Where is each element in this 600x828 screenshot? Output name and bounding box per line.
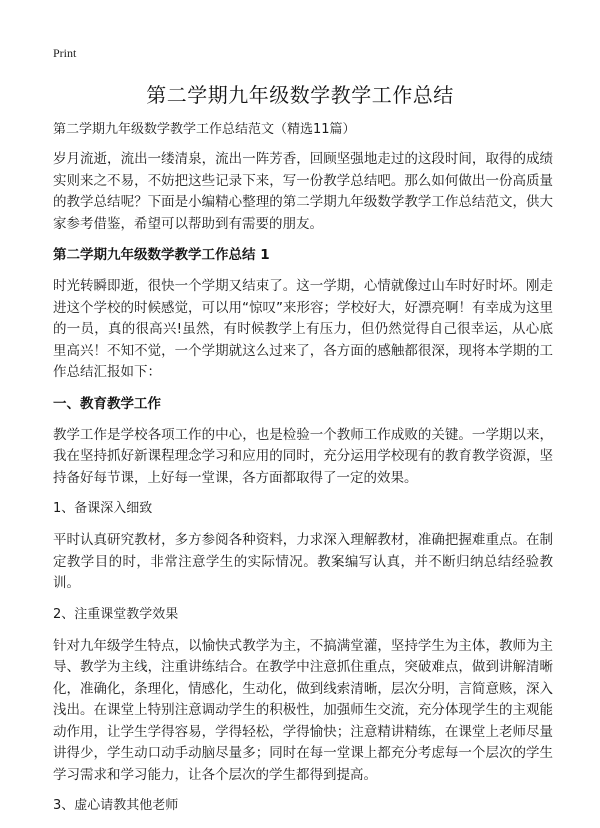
article-heading: 第二学期九年级数学教学工作总结 1 xyxy=(53,247,270,263)
item-heading: 2、注重课堂教学效果 xyxy=(53,606,179,622)
item-heading: 3、虚心请教其他老师 xyxy=(53,798,179,813)
section-paragraph: 教学工作是学校各项工作的中心，也是检验一个教师工作成败的关键。一学期以来，我在坚持抓好新课程理念学习和应用的同时，充分运用学校现有的教育教学资源，坚持备好每节课，上好每一堂课，各方面都取得了一定的效果。 xyxy=(53,426,553,486)
article-intro-paragraph: 时光转瞬即逝，很快一个学期又结束了。这一学期，心情就像过山车时好时坏。刚走进这个学校的时候感觉，可以用“惊叹”来形容；学校好大，好漂亮啊！有幸成为这里的一员，真的很高兴!虽然，有时候教学上有压力，但仍然觉得自己很幸运，从心底里高兴！不知不觉，一个学期就这么过来了，各方面的感触都很深，现将本学期的工作总结汇报如下： xyxy=(53,278,553,380)
intro-paragraph: 岁月流逝，流出一缕清泉，流出一阵芳香，回顾坚强地走过的这段时间，取得的成绩实则来之不易，不妨把这些记录下来，写一份教学总结吧。那么如何做出一份高质量的教学总结呢？下面是小编精心整理的第二学期九年级数学教学工作总结范文，供大家参考借鉴，希望可以帮助到有需要的朋友。 xyxy=(53,151,553,232)
page-title: 第二学期九年级数学教学工作总结 xyxy=(146,83,454,107)
document-body xyxy=(53,120,553,827)
document-subtitle: 第二学期九年级数学教学工作总结范文（精选11篇） xyxy=(53,122,356,137)
item-heading: 1、备课深入细致 xyxy=(53,501,153,516)
print-button[interactable]: Print xyxy=(53,46,77,60)
section-heading: 一、教育教学工作 xyxy=(53,395,161,412)
item-paragraph: 平时认真研究教材，多方参阅各种资料，力求深入理解教材，准确把握难重点。在制定教学目的时，非常注意学生的实际情况。教案编写认真，并不断归纳总结经验教训。 xyxy=(53,532,553,591)
item-paragraph: 针对九年级学生特点，以愉快式教学为主，不搞满堂灌，坚持学生为主体，教师为主导、教学为主线，注重讲练结合。在教学中注意抓住重点，突破难点，做到讲解清晰化，准确化，条理化，情感化，生动化，做到线索清晰，层次分明，言简意赅，深入浅出。在课堂上特别注意调动学生的积极性，加强师生交流，充分体现学生的主观能动作用，让学生学得容易，学得轻松，学得愉快；注意精讲精练，在课堂上老师尽量讲得少，学生动口动手动脑尽量多；同时在每一堂课上都充分考虑每一个层次的学生学习需求和学习能力，让各个层次的学生都得到提高。 xyxy=(53,637,553,783)
